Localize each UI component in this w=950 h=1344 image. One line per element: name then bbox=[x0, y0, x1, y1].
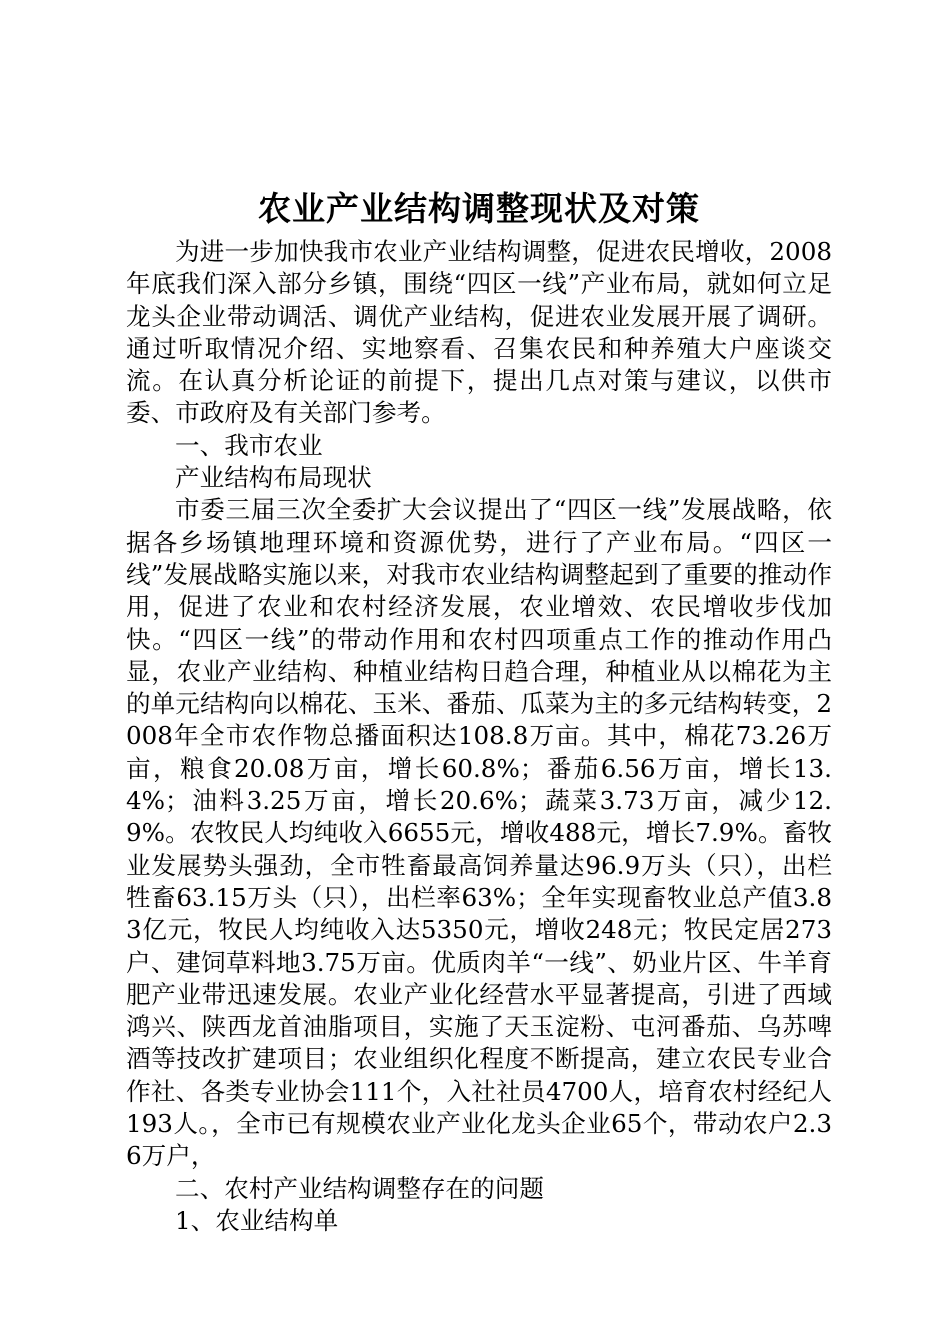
section-1-body-paragraph: 市委三届三次全委扩大会议提出了“四区一线”发展战略，依据各乡场镇地理环境和资源优势，进行了产业布局。“四区一线”发展战略实施以来，对我市农业结构调整起到了重要的推动作用，促进了农业和农村经济发展，农业增效、农民增收步伐加快。“四区一线”的带动作用和农村四项重点工作的推动作用凸显，农业产业结构、种植业结构日趋合理，种植业从以棉花为主的单元结构向以棉花、玉米、番茄、瓜菜为主的多元结构转变，2008年全市农作物总播面积达108.8万亩。其中，棉花73.26万亩，粮食20.08万亩，增长60.8%；番茄6.56万亩，增长13.4%；油料3.25万亩，增长20.6%；蔬菜3.73万亩，减少12.9%。农牧民人均纯收入6655元，增收488元，增长7.9%。畜牧业发展势头强劲，全市牲畜最高饲养量达96.9万头（只），出栏牲畜63.15万头（只），出栏率63%；全年实现畜牧业总产值3.83亿元，牧民人均纯收入达5350元，增收248元；牧民定居273户、建饲草料地3.75万亩。优质肉羊“一线”、奶业片区、牛羊育肥产业带迅速发展。农业产业化经营水平显著提高，引进了西域鸿兴、陕西龙首油脂项目，实施了天玉淀粉、屯河番茄、乌苏啤酒等技改扩建项目；农业组织化程度不断提高，建立农民专业合作社、各类专业协会111个，入社社员4700人，培育农村经纪人193人。，全市已有规模农业产业化龙头企业65个，带动农户2.36万户， bbox=[126, 495, 832, 1171]
section-2-subheading-1: 1、农业结构单 bbox=[175, 1205, 339, 1235]
section-1-heading-line-1: 一、我市农业 bbox=[175, 430, 323, 460]
section-2-heading: 二、农村产业结构调整存在的问题 bbox=[175, 1173, 544, 1203]
section-1-heading-line-2: 产业结构布局现状 bbox=[175, 463, 372, 493]
document-page bbox=[126, 186, 832, 1237]
document-title: 农业产业结构调整现状及对策 bbox=[258, 189, 700, 228]
intro-paragraph: 为进一步加快我市农业产业结构调整，促进农民增收，2008年底我们深入部分乡镇，围绕“四区一线”产业布局，就如何立足龙头企业带动调活、调优产业结构，促进农业发展开展了调研。通过听取情况介绍、实地察看、召集农民和种养殖大户座谈交流。在认真分析论证的前提下，提出几点对策与建议，以供市委、市政府及有关部门参考。 bbox=[126, 237, 832, 428]
